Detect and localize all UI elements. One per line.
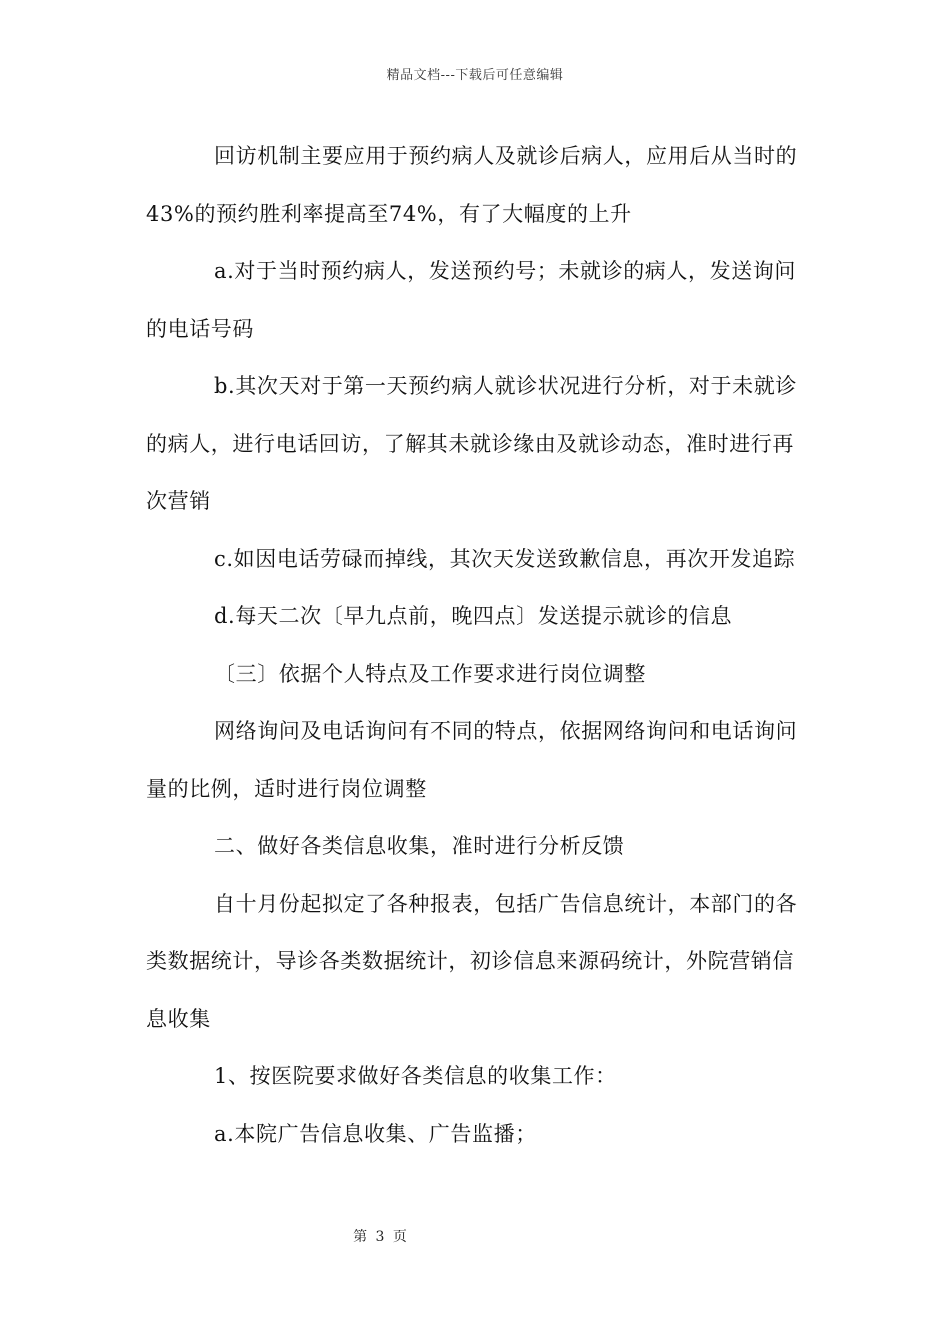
paragraph: b.其次天对于第一天预约病人就诊状况进行分析，对于未就诊的病人，进行电话回访，了解其未就诊缘由及就诊动态，准时进行再次营销 xyxy=(146,374,797,513)
section-heading: 二、做好各类信息收集，准时进行分析反馈 xyxy=(214,834,625,858)
paragraph: 回访机制主要应用于预约病人及就诊后病人，应用后从当时的43%的预约胜利率提高至74%，有了大幅度的上升 xyxy=(146,144,798,226)
page-number: 3 xyxy=(375,1229,385,1245)
page-footer xyxy=(0,1226,760,1246)
paragraph: 网络询问及电话询问有不同的特点，依据网络询问和电话询问量的比例，适时进行岗位调整 xyxy=(146,719,798,801)
paragraph: a.对于当时预约病人，发送预约号；未就诊的病人，发送询问的电话号码 xyxy=(146,259,796,341)
document-body xyxy=(146,128,810,1163)
page-label-suffix: 页 xyxy=(392,1229,407,1245)
paragraph: 自十月份起拟定了各种报表，包括广告信息统计，本部门的各类数据统计，导诊各类数据统计，初诊信息来源码统计，外院营销信息收集 xyxy=(146,891,798,1031)
paragraph: c.如因电话劳碌而掉线，其次天发送致歉信息，再次开发追踪 xyxy=(214,546,796,571)
paragraph: 1、按医院要求做好各类信息的收集工作： xyxy=(214,1064,617,1088)
page-label-prefix: 第 xyxy=(353,1229,368,1245)
page-header: 精品文档---下载后可任意编辑 xyxy=(386,68,564,83)
paragraph: d.每天二次〔早九点前，晚四点〕发送提示就诊的信息 xyxy=(214,604,733,628)
section-heading: 〔三〕依据个人特点及工作要求进行岗位调整 xyxy=(214,661,646,686)
paragraph: a.本院广告信息收集、广告监播； xyxy=(214,1121,537,1146)
